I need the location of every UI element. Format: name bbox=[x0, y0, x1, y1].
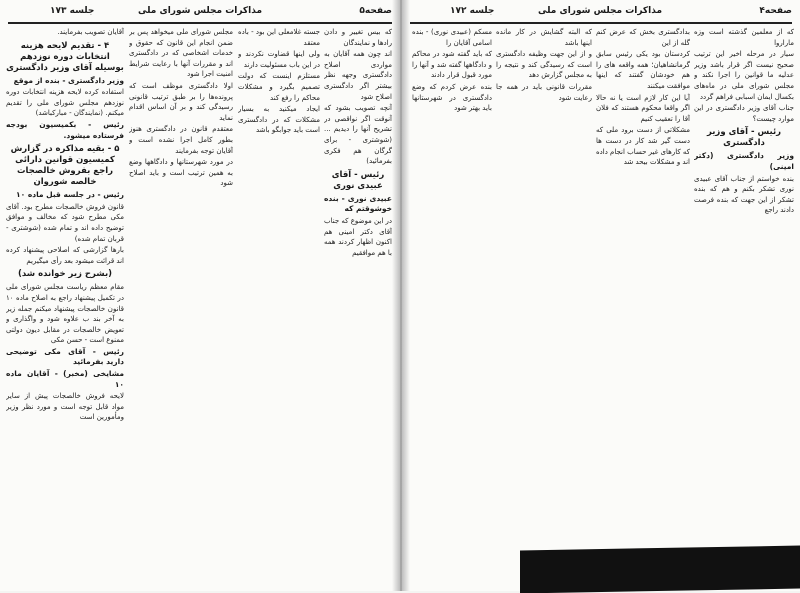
speaker-line: رئیس - آقای مکی توضیحی دارید بفرمائید bbox=[6, 346, 124, 367]
speaker-line: مشایخی (مخبر) - آقایان ماده ۱۰ bbox=[6, 369, 124, 389]
paragraph: که بیس تغییر و دادن رادها و نمایندگان bbox=[324, 28, 392, 47]
paragraph: معتقدم قانون در دادگستری هنوز بطور کامل اجرا نشده است و آقایان توجه بفرمایند bbox=[129, 125, 233, 155]
paragraph: در این موضوع که جناب آقای دکتر امینی هم اکنون اظهار کردند همه با هم موافقیم bbox=[324, 216, 392, 257]
text-column bbox=[412, 27, 492, 537]
paragraph: مشکلاتی از دست برود ملی که دست گیر شد کار در دست ها که کارهای غیر حساب انجام داده اند و مشکلات بیحد شد bbox=[596, 126, 690, 167]
paragraph: استفاده کرده لایحه هزینه انتخابات دوره نوزدهم مجلس شورای ملی را تقدیم میکنم. (نمایندگان - مبارکباشد) bbox=[6, 88, 124, 118]
running-title: مذاکرات مجلس شورای ملی bbox=[537, 6, 663, 16]
paragraph: مسکم (عبیدی نوری) - بنده اسامی آقایان را bbox=[412, 28, 492, 47]
section-heading: رئیس - آقای وزیر دادگستری bbox=[706, 127, 782, 149]
text-column bbox=[129, 27, 233, 537]
running-title: مذاکرات مجلس شورای ملی bbox=[137, 6, 263, 16]
page-number: صفحه۵ bbox=[359, 6, 392, 16]
text-column bbox=[238, 27, 320, 537]
text-column bbox=[496, 27, 592, 537]
session-number: جلسه ۱۷۳ bbox=[50, 6, 95, 16]
paragraph: آیا این کار لازم است یا نه حالا اگر واقعا محکوم هستند که فلان آقا را تعقیب کنیم bbox=[596, 93, 690, 123]
speaker-line: رئیس - بکمیسیون بودجه فرستاده میشود. bbox=[6, 119, 124, 140]
text-column bbox=[596, 27, 690, 537]
text-column bbox=[324, 27, 392, 537]
paragraph: که از معلمین گذشته است وزه ماراروا bbox=[694, 28, 794, 47]
scan-edge-shadow bbox=[520, 546, 800, 593]
page-header bbox=[8, 6, 392, 20]
speaker-line: وزیر دادگستری (دکتر امینی) bbox=[694, 151, 794, 171]
session-number: جلسه ۱۷۲ bbox=[450, 6, 495, 16]
paragraph: که البته گشایش در کار مانده اینها باشد bbox=[496, 28, 592, 47]
paragraph: جسته غلامعلی این بود - باده معتقد bbox=[238, 28, 320, 47]
paragraph: و از این جهت وظیفه دادگستری است که رسیدگی کند و نتیجه را به مجلس گزارش دهد bbox=[496, 50, 592, 80]
header-rule bbox=[408, 22, 792, 24]
paragraph: لایحه فروش خالصجات پیش از سایر مواد قابل توجه است و مورد نظر وزیر ومأمورین است bbox=[6, 392, 124, 422]
paragraph: کردستان بود یکی رئیس سابق گرمانشاهیان؛ همه واقعه های را هم خودشان گفتند که اینها موافقت میکنند bbox=[596, 50, 690, 90]
speaker-line: رئیس - در جلسه قبل ماده ۱۰ bbox=[16, 190, 124, 200]
paragraph: سیار در مرحله اخیر این ترتیب صحیح نیست اگر قرار باشد وزیر عدلیه ما قوانین را اجرا نکند و مجلس شورای ملی در ماه‌های بکسال ایمان اسبابی فراهم گردد bbox=[694, 50, 794, 101]
paragraph: در مورد شهرستانها و دادگاهها وضع به همین ترتیب است و باید اصلاح شود bbox=[129, 158, 233, 188]
section-heading: ۵ - بقیه مذاکره در گزارش کمیسیون قوانین دارائی راجع بفروش خالصجات خالصه شوروان bbox=[10, 144, 120, 188]
section-heading: ۴ - تقدیم لایحه هزینه انتخابات دوره نوزدهم بوسیله آقای وزیر دادگستری bbox=[6, 40, 124, 73]
paragraph: بنده عرض کردم که وضع دادگستری در شهرستانها باید بهتر شود bbox=[412, 82, 492, 113]
paragraph: مستلزم اینست که دولت تصمیم بگیرد و مشکلات محاکم را رفع کند bbox=[238, 72, 320, 102]
paragraph: ایجاد میکنید به بسیار مشکلات که در دادگستری است باید جوابگو باشد bbox=[238, 105, 320, 135]
header-rule bbox=[8, 22, 392, 24]
text-column bbox=[694, 27, 794, 537]
paragraph: بنده خواستم از جناب آقای عبیدی نوری تشکر بکنم و هم که بنده تشکر از این جهت که بنده فرصت دادند راجع bbox=[694, 174, 794, 215]
text-column bbox=[6, 27, 124, 537]
paragraph: آقایان تصویب بفرمایند. bbox=[57, 28, 124, 36]
paragraph: مقررات قانونی باید در همه جا رعایت شود bbox=[496, 82, 592, 102]
paragraph: ولی اینها قضاوت نکردند و در این باب مسئولیت دارند bbox=[238, 50, 320, 69]
paragraph: مقام معظم ریاست مجلس شورای ملی در تکمیل پیشنهاد راجع به اصلاح ماده ۱۰ قانون خالصجات پیشنهاد میکنم جمله زیر به آخر بند ب علاوه شود و واگذاری و تعویض خالصجات در مقابل دیون دولتی ممنوع است - حسن مکی bbox=[6, 283, 124, 345]
book-gutter bbox=[392, 0, 410, 591]
left-page bbox=[0, 0, 400, 591]
right-page bbox=[400, 0, 800, 591]
paragraph: قانون فروش خالصجات مطرح بود. آقای مکی مطرح شود که مخالف و موافق توضیح داده اند و تمام شده (شوشتری - قربان تمام شده) bbox=[6, 202, 124, 243]
section-heading: (بشرح زیر خوانده شد) bbox=[17, 269, 113, 280]
section-heading: رئیس - آقای عبیدی نوری bbox=[331, 169, 385, 191]
paragraph: جناب آقای وزیر دادگستری در این موارد چیست؟ bbox=[694, 104, 794, 123]
paragraph: که باید گفته شود در محاکم و دادگاهها گفته شد و آنها را مورد قبول قرار دادند bbox=[412, 50, 492, 80]
speaker-line: وزیر دادگستری - بنده از موقع bbox=[13, 75, 124, 85]
page-header bbox=[408, 6, 792, 20]
paragraph: بارها گزارشی که اصلاحی پیشنهاد کرده اند قرائت میشود بعد رأی میگیریم bbox=[6, 246, 124, 265]
paragraph: مجلس شورای ملی میخواهد پس بر ضمن انجام این قانون که حقوق و خدمات اشخاصی که در دادگستری اند و مقررات آنها با رعایت شرایط امنیت اجرا شود bbox=[129, 28, 233, 79]
paragraph: اولا دادگستری موظف است که پرونده‌ها را بر طبق ترتیب قانونی رسیدگی کند و بر آن اساس اقدام نماید bbox=[129, 81, 233, 122]
speaker-line: عبیدی نوری - بنده خوشوقتم که bbox=[324, 193, 392, 214]
paragraph: آنچه تصویب بشود که آنوقت اگر نواقصی در تشریح آنها را دیدیم ... (شوشتری - برای گرگان هم فکری بفرمائید) bbox=[324, 104, 392, 166]
paragraph: بدادگستری بخش که عرض کنم گله از این bbox=[596, 28, 690, 47]
paragraph: اند چون همه آقایان به مواردی اصلاح دادگستری وجهه نظر بیشتر اگر دادگستری اصلاح شود bbox=[324, 50, 392, 101]
page-number: صفحه۴ bbox=[759, 6, 792, 16]
